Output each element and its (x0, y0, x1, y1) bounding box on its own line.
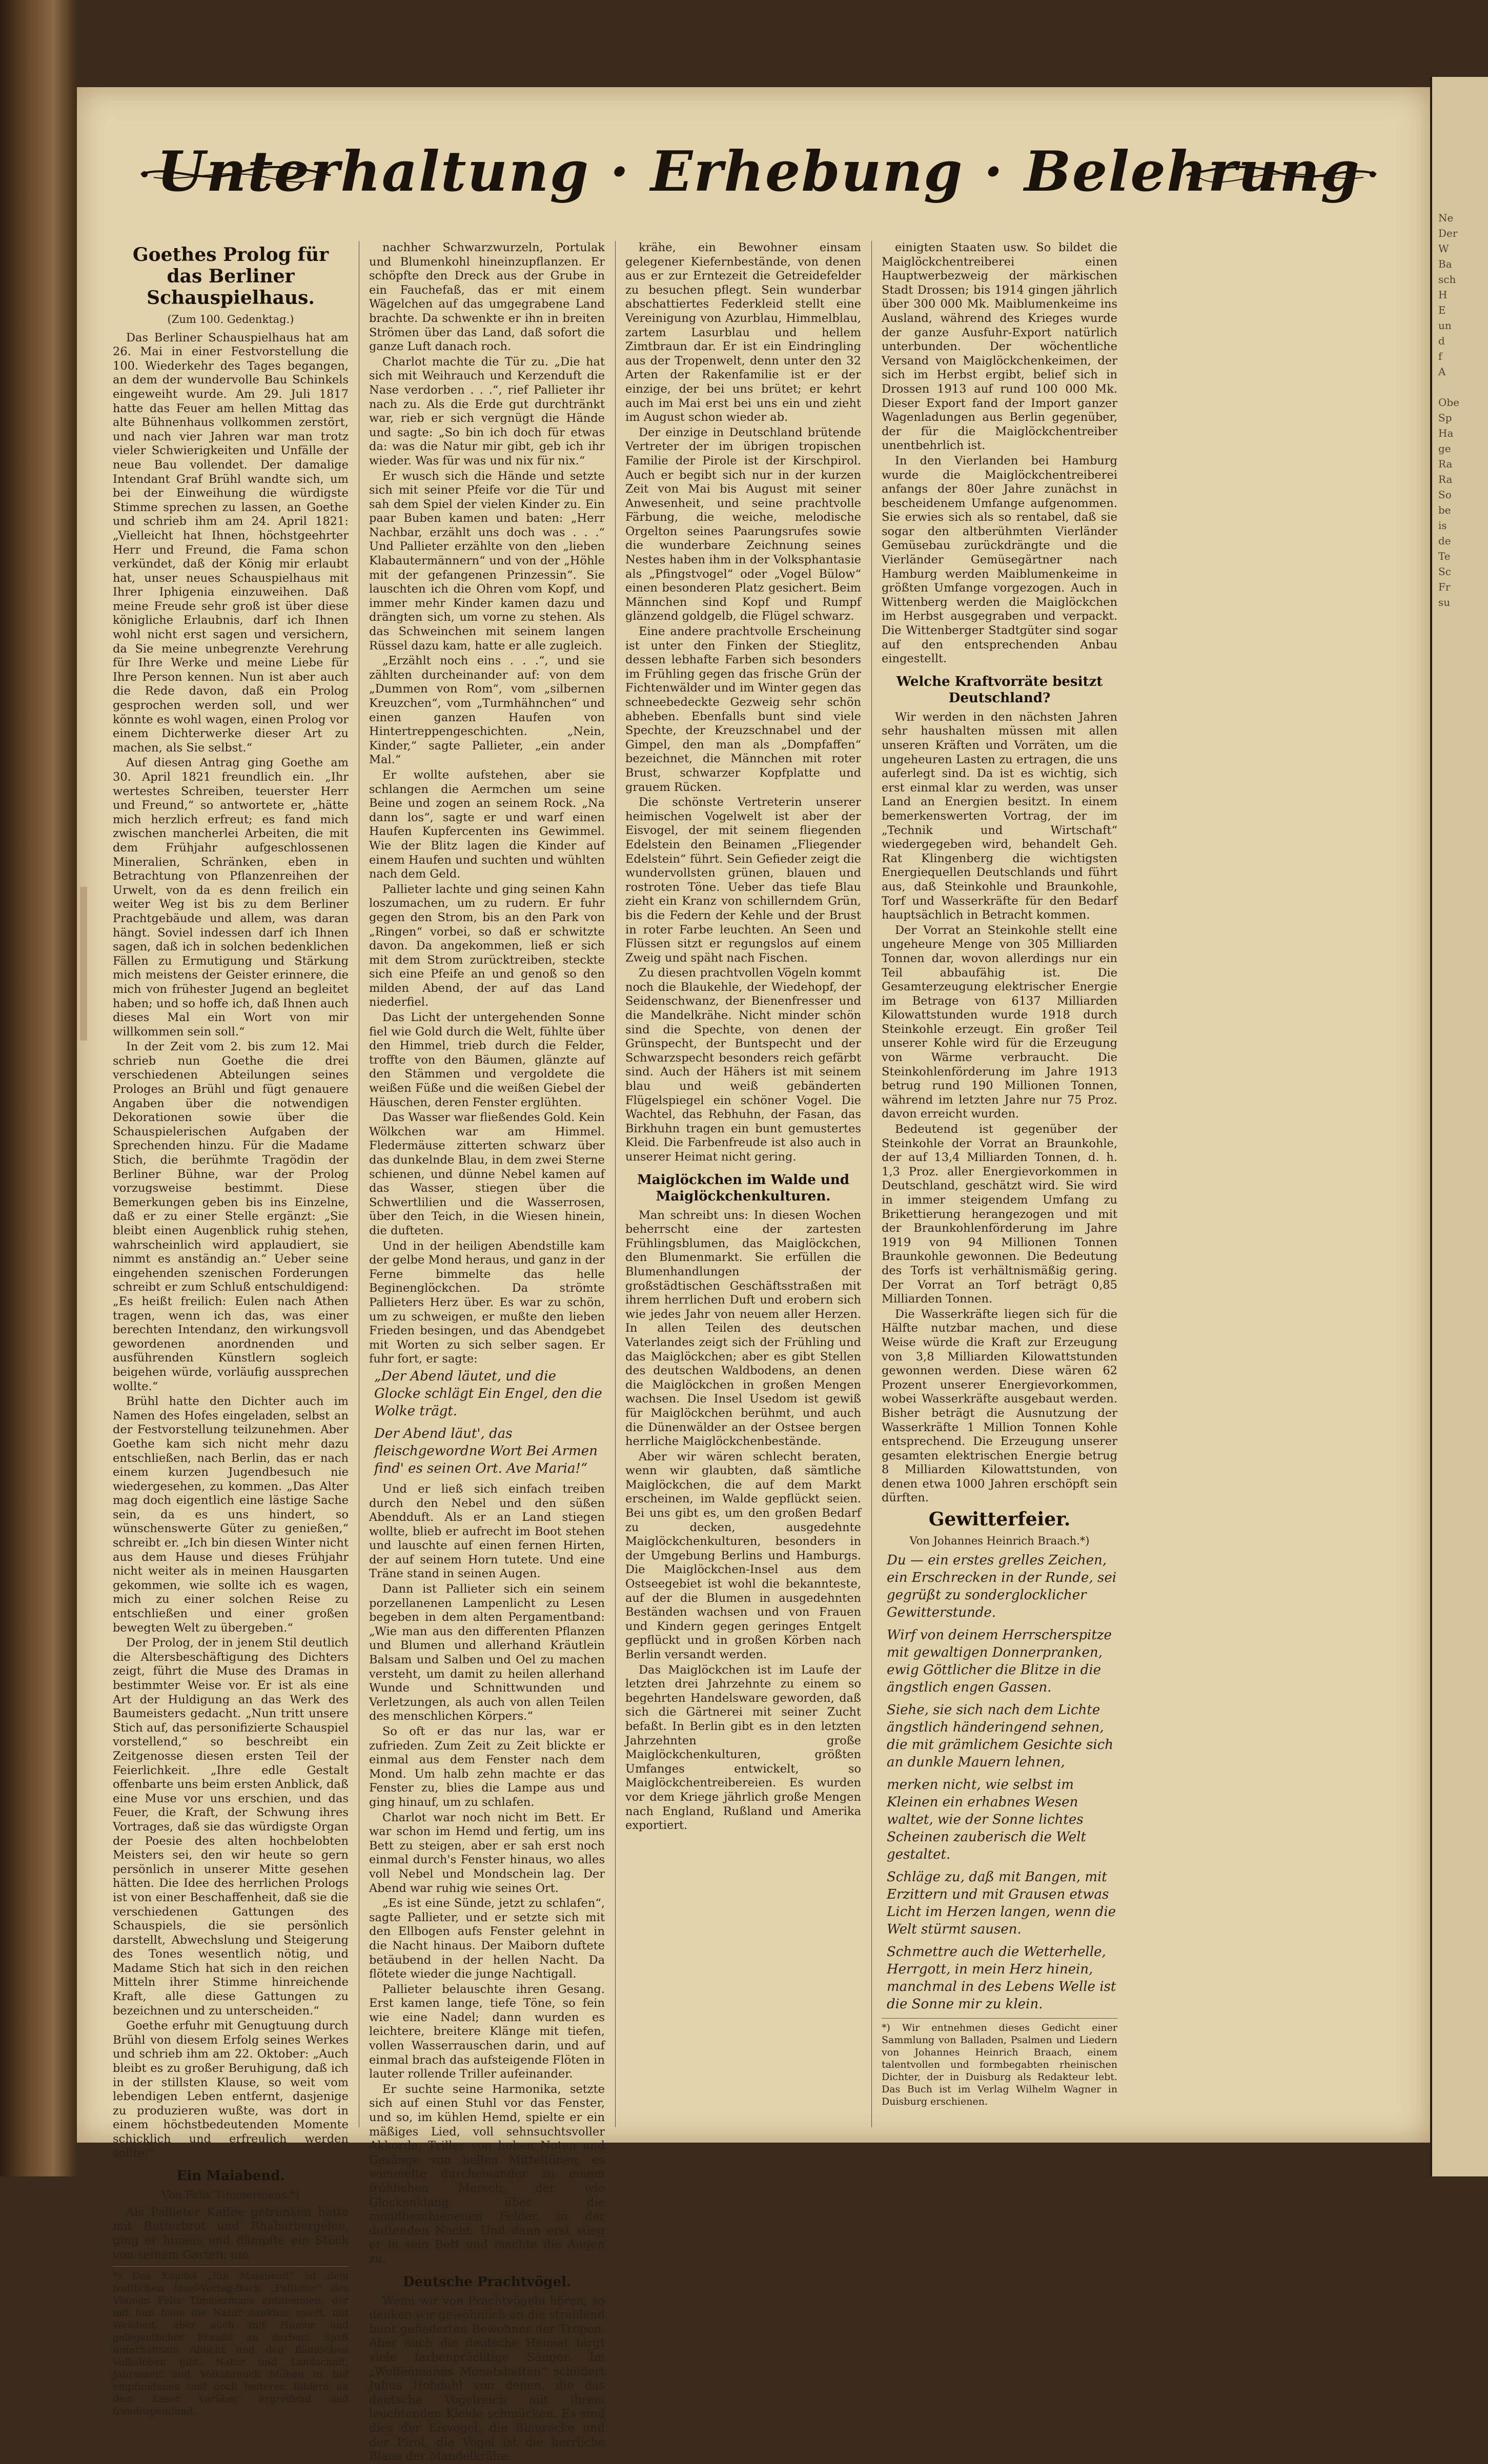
paragraph: Die Wasserkräfte liegen sich für die Hälfte nutzbar machen, und diese Weise würde die Kraft zur Erzeugung von 3,8 Milliarden Kilowattstunden gewonnen werden. Diese wären 62 Prozent unserer Energievorkommen, wobei Wasserkräfte ausgebaut werden. Bisher beträgt die Ausnutzung der Wasserkräfte 1 Million Tonnen Kohle entsprechend. Die Erzeugung unserer gesamten elektrischen Energie betrug 8 Milliarden Kilowattstunden, von denen etwa 1000 Jahren erschöpft sein dürften. (882, 1307, 1117, 1505)
paragraph: Das Berliner Schauspielhaus hat am 26. Mai in einer Festvorstellung die 100. Wiederkehr des Tages begangen, an dem der wundervolle Bau Schinkels eingeweiht wurde. Am 29. Juli 1817 hatte das Feuer am hellen Mittag das alte Bühnenhaus vollkommen zerstört, und nach vier Jahren war man trotz vieler Schwierigkeiten und Unfälle der neue Bau vollendet. Der damalige Intendant Graf Brühl wandte sich, um bei der Einweihung die würdigste Stimme sprechen zu lassen, an Goethe und schrieb ihm am 24. April 1821: „Vielleicht hat Ihnen, höchstgeehrter Herr und Freund, die Fama schon verkündet, daß der König mir erlaubt hat, unser neues Schauspielhaus mit Ihrer Iphigenia einzuweihen. Daß meine Freude sehr groß ist über diese königliche Erlaubnis, darf ich Ihnen wohl nicht erst sagen und versichern, da Sie meine unbegrenzte Verehrung für Ihre Werke und meine Liebe für Ihre Person kennen. Nun ist aber auch die Rede davon, daß ein Prolog gesprochen werden soll, und wer könnte es wohl wagen, einen Prolog vor einem Dichterwerke dieser Art zu machen, als Sie selbst.“ (113, 331, 349, 755)
paragraph: Dann ist Pallieter sich ein seinem porzellanenen Lampenlicht zu Lesen begeben in dem alten Pergamentband: „Wie man aus den differenten Pflanzen und Blumen und allerhand Kräutlein Balsam und Salben und Oel zu machen versteht, um damit zu heilen allerhand Wunde und Schnittwunden und Verletzungen, als auch von allen Teilen des menschlichen Körpers.“ (369, 1582, 605, 1723)
paragraph: „Erzählt noch eins . . .“, und sie zählten durcheinander auf: von dem „Dummen von Rom“, vom „silbernen Kreuzchen“, vom „Turmhähnchen“ und einen ganzen Haufen von Hintertreppengeschichten. „Nein, Kinder,“ sagte Pallieter, „ein ander Mal.“ (369, 654, 605, 767)
paragraph: Der Vorrat an Steinkohle stellt eine ungeheure Menge von 305 Milliarden Tonnen dar, wovon allerdings nur ein Teil abbaufähig ist. Die Gesamterzeugung elektrischer Energie im Betrage von 6137 Milliarden Kilowattstunden wurde 1918 durch Steinkohle erzeugt. Ein großer Teil unserer Kohle wird für die Erzeugung von Wärme verbraucht. Die Steinkohlenförderung im Jahre 1913 betrug rund 190 Millionen Tonnen, während im letzten Jahre nur 75 Proz. davon erreicht wurden. (882, 923, 1117, 1121)
paragraph: Auf diesen Antrag ging Goethe am 30. April 1821 freundlich ein. „Ihr wertestes Schreiben, teuerster Herr und Freund,“ so antwortete er, „hätte mich herzlich erfreut; es fand mich zwischen mancherlei Arbeiten, die mit dem Frühjahr aufgeschlossenen Mineralien, Schränken, eben in Betrachtung von Pflanzenreihen der Urwelt, von da es denn freilich ein weiter Weg ist bis zu dem Berliner Prachtgebäude und allem, was daran hängt. Soviel indessen darf ich Ihnen sagen, daß ich in solchen bedenklichen Fällen zu Ermutigung und Stärkung mich meistens der Geister erinnere, die mich von frühester Jugend an begleitet haben; und so hoffe ich, daß Ihnen auch dieses Mal ein Wort von mir willkommen sein soll.“ (113, 756, 349, 1038)
article-heading-goethe: Goethes Prolog für das Berliner Schauspielhaus. (132, 244, 329, 309)
column-divider (871, 241, 872, 2127)
verse: Schläge zu, daß mit Bangen, mit Erzittern und mit Grausen etwas Licht im Herzen langen, wenn die Welt stürmt sausen. (887, 1869, 1116, 1937)
paragraph: Das Maiglöckchen ist im Laufe der letzten drei Jahrzehnte zu einem so begehrten Handelsware geworden, daß sich die Gärtnerei mit seiner Zucht befaßt. In Berlin gibt es in den letzten Jahrzehnten große Maiglöckchenkulturen, größten Umfanges entwickelt, so Maiglöckchentreibereien. Es wurden vor dem Kriege jährlich große Mengen nach England, Rußland und Amerika exportiert. (625, 1663, 861, 1832)
column-1 (113, 241, 349, 2417)
article-heading-prachtvoegel: Deutsche Prachtvögel. (403, 2274, 571, 2290)
paragraph: Er suchte seine Harmonika, setzte sich auf einen Stuhl vor das Fenster, und so, im kühlen Hemd, spielte er ein mäßiges Lied, voll sehnsuchtsvoller Akkorde, Triller von hohen Noten und Gesänge von hellen Mitteltönen, es wimmelte durcheinander zu einem fröhlichen Marsch, der wie Glockenklang über die mondbeschienenen Felder, in der duftenden Nacht. Und dann erst stieg er in sein Bett und machte die Augen zu. (369, 2082, 605, 2266)
paragraph: Der einzige in Deutschland brütende Vertreter der im übrigen tropischen Familie der Pirole ist der Kirschpirol. Auch er begibt sich nur in der kurzen Zeit von Mai bis August mit seiner Anwesenheit, und seine prachtvolle Färbung, die weiche, melodische Orgelton seines Paarungsrufes sowie die wunderbare Zeichnung seines Nestes haben ihm in der Volksphantasie als „Pfingstvogel“ oder „Vogel Bülow“ einen besonderen Platz gesichert. Beim Männchen sind Kopf und Rumpf glänzend goldgelb, die Flügel schwarz. (625, 425, 861, 623)
paragraph: Die schönste Vertreterin unserer heimischen Vogelwelt ist aber der Eisvogel, der mit seinem fliegenden Edelstein den Beinamen „Fliegender Edelstein“ führt. Sein Gefieder zeigt die wundervollsten grünen, blauen und rostroten Töne. Ueber das tiefe Blau zieht ein Kranz von schillerndem Grün, bis die Federn der Kehle und der Brust in roter Farbe leuchten. An Seen und Flüssen sitzt er regungslos auf einem Zweig und späht nach Fischen. (625, 796, 861, 965)
adjacent-page-text: Ne Der W Ba sch H E un d f A Obe Sp Ha ge Ra Ra So be is de Te Sc Fr su (1438, 212, 1460, 608)
verse: „Der Abend läutet, und die Glocke schlägt Ein Engel, den die Wolke trägt. (374, 1368, 602, 1419)
paragraph: Wir werden in den nächsten Jahren sehr haushalten müssen mit allen unseren Kräften und Vorräten, um die ungeheuren Lasten zu ertragen, die uns auferlegt sind. Da ist es wichtig, sich erst einmal klar zu werden, was unser Land an Energien besitzt. In einem bemerkenswerten Vortrag, der im „Technik und Wirtschaft“ wiedergegeben wird, behandelt Geh. Rat Klingenberg die wichtigsten Energiequellen Deutschlands und führt aus, daß Steinkohle und Braunkohle, Torf und Wasserkräfte für den Bedarf hauptsächlich in Betracht kommen. (882, 710, 1117, 922)
article-heading-maiabend: Ein Maiabend. (176, 2168, 285, 2184)
paragraph: So oft er das nur las, war er zufrieden. Zum Zeit zu Zeit blickte er einmal aus dem Fenster nach dem Mond. Um halb zehn machte er das Fenster zu, blies die Lampe aus und ging hinauf, um zu schlafen. (369, 1725, 605, 1809)
paragraph: einigten Staaten usw. So bildet die Maiglöckchentreiberei einen Hauptwerbezweig der märkischen Stadt Drossen; bis 1914 gingen jährlich über 300 000 Mk. Maiblumenkeime ins Ausland, während des Krieges wurde der ganze Ausfuhr-Export natürlich unterbunden. Der wöchentliche Versand von Maiglöckchenkeimen, der sich im Herbst ergibt, belief sich in Drossen 1913 auf rund 100 000 Mk. Dieser Export fand der Import ganzer Wagenladungen aus Berlin gegenüber, der für die Maiglöckchentreiber unentbehrlich ist. (882, 241, 1117, 453)
paragraph: Pallieter belauschte ihren Gesang. Erst kamen lange, tiefe Töne, so fein wie eine Nadel; dann wurden es leichtere, breitere Klänge mit tiefen, vollen Wasserrauschen darin, und auf einmal brach das aufsteigende Flöten in lauter rollende Triller aufeinander. (369, 1982, 605, 2081)
verse: Wirf von deinem Herrscherspitze mit gewaltigen Donnerpranken, ewig Göttlicher die Blitze in die ängstlich engen Gassen. (887, 1627, 1112, 1695)
right-flourish-ornament (1184, 164, 1379, 185)
article-heading-kraftvorraete: Welche Kraftvorräte besitzt Deutschland? (896, 674, 1103, 706)
left-flourish-ornament (138, 164, 333, 185)
paragraph: Aber wir wären schlecht beraten, wenn wir glaubten, daß sämtliche Maiglöckchen, die auf dem Markt erscheinen, im Walde gepflückt seien. Bei uns gibt es, um den großen Bedarf zu decken, ausgedehnte Maiglöckchenkulturen, besonders in der Umgebung Berlins und Hamburgs. Die Maiglöckchen-Insel aus dem Ostseegebiet ist wohl die bekannteste, auf der die Blumen in ausgedehnten Beständen wachsen und von Frauen und Kindern gegen geringes Entgelt gepflückt und in großen Körben nach Berlin versandt werden. (625, 1450, 861, 1661)
paragraph: Das Wasser war fließendes Gold. Kein Wölkchen war am Himmel. Fledermäuse zitterten schwarz über das dunkelnde Blau, in dem zwei Sterne schienen, und dünne Nebel kamen auf das Wasser, stiegen über die Schwertlilien und die Wasserrosen, über den Teich, in die Wiesen hinein, die dufteten. (369, 1111, 605, 1237)
paragraph: Der Prolog, der in jenem Stil deutlich die Altersbeschäftigung des Dichters zeigt, führt die Muse des Dramas in bestimmter Weise vor. Er ist als eine Art der Huldigung an das Werk des Baumeisters gedacht. „Nun tritt unsere Stich auf, das personifizierte Schauspiel vorstellend,“ so beschreibt ein Zeitgenosse diesen ersten Teil der Feierlichkeit. „Ihre edle Gestalt offenbarte uns beim ersten Anblick, daß eine Muse vor uns erschien, und das Feuer, die Kraft, der Schwung ihres Vortrages, daß sie das würdigste Organ der Poesie des alten hochbelobten Meisters sei, den wir heute so gern persönlich in unserer Mitte gesehen hätten. Die Idee des herrlichen Prologs ist von einer Beschaffenheit, daß sie die verschiedenen Gattungen des Schauspiels, die sie persönlich darstellt, Abwechslung und Steigerung des Tones wesentlich nötig, und Madame Stich hat sich in den reichen Mitteln ihrer Stimme hinreichende Kraft, alle diese Gattungen zu bezeichnen und zu unterscheiden.“ (113, 1636, 349, 2018)
paragraph: Das Licht der untergehenden Sonne fiel wie Gold durch die Welt, fühlte über den Himmel, trieb durch die Felder, troffte von den Bäumen, glänzte auf den Stämmen und vergoldete die weißen Füße und die weißen Giebel der Häuschen, deren Fenster erglühten. (369, 1011, 605, 1109)
paragraph: Er wollte aufstehen, aber sie schlangen die Aermchen um seine Beine und zogen an seinem Rock. „Na dann los“, sagte er und warf einen Haufen Kupfercenten ins Gewimmel. Wie der Blitz lagen die Kinder auf einem Haufen und suchten und wühlten nach dem Geld. (369, 768, 605, 881)
verse: merken nicht, wie selbst im Kleinen ein erhabnes Wesen waltet, wie der Sonne lichtes Scheinen zauberisch die Welt gestaltet. (887, 1777, 1086, 1862)
column-divider (615, 241, 616, 2127)
column-4 (882, 241, 1117, 2127)
binding-tape (80, 887, 87, 1041)
paragraph: Bedeutend ist gegenüber der Steinkohle der Vorrat an Braunkohle, der auf 13,4 Milliarden Tonnen, d. h. 1,3 Proz. aller Energievorkommen in Deutschland, geschätzt wird. Sie wird in immer steigendem Umfang zu Brikettierung herangezogen und mit der Braunkohlenförderung im Jahre 1919 von 94 Millionen Tonnen Braunkohle gewonnen. Die Bedeutung des Torfs ist verhältnismäßig gering. Der Vorrat an Torf beträgt 0,85 Milliarden Tonnen. (882, 1123, 1117, 1306)
article-author: Von Felix Timmermans.*) (161, 2189, 300, 2202)
poem-heading-gewitterfeier: Gewitterfeier. (928, 1509, 1071, 1531)
paragraph: Eine andere prachtvolle Erscheinung ist unter den Finken der Stieglitz, dessen lebhafte Farben sich besonders im Frühling gegen das frische Grün der Fichtenwälder und im Winter gegen das schneebedeckte Gezweig sehr schön abheben. Ebenfalls bunt sind viele Spechte, der Kreuzschnabel und der Gimpel, den man als „Dompfaffen“ bezeichnet, die Männchen mit roter Brust, schwarzer Kopfplatte und grauem Rücken. (625, 625, 861, 794)
paragraph: Er wusch sich die Hände und setzte sich mit seiner Pfeife vor die Tür und sah dem Spiel der vielen Kinder zu. Ein paar Buben kamen und baten: „Herr Nachbar, erzählt uns doch was . . .“ Und Pallieter erzählte von den „lieben Klabautermännern“ und von der „Höhle mit der gefangenen Prinzessin“. Sie lauschten ich die Ohren vom Kopf, und immer mehr Kinder kamen dazu und drängten sich, um vorne zu stehen. Als das Schweinchen mit seinem langen Rüssel dazu kam, hatte er alle zugleich. (369, 469, 605, 653)
verse: Schmettre auch die Wetterhelle, Herrgott, in mein Herz hinein, manchmal in des Lebens Welle ist die Sonne mir zu klein. (887, 1944, 1116, 2012)
newspaper-page (77, 87, 1430, 2463)
paragraph: Zu diesen prachtvollen Vögeln kommt noch die Blaukehle, der Wiedehopf, der Seidenschwanz, der Bienenfresser und die Mandelkrähe. Nicht minder schön sind die Spechte, von denen der Grünspecht, der Buntspecht und der Schwarzspecht besonders reich gefärbt sind. Auch der Hähers ist mit seinem blau und weiß gebänderten Flügelspiegel ein schöner Vogel. Die Wachtel, das Rebhuhn, der Fasan, das Birkhuhn tragen ein bunt gemustertes Kleid. Die Farbenfreude ist also auch in unserer Heimat nicht gering. (625, 966, 861, 1164)
masthead (138, 133, 1379, 210)
paragraph: Und er ließ sich einfach treiben durch den Nebel und den süßen Abendduft. Als er an Land stiegen wollte, blieb er aufrecht im Boot stehen und lauschte auf einen fernen Hirten, der auf seinem Horn tutete. Und eine Träne stand in seinen Augen. (369, 1482, 605, 1581)
paragraph: „Es ist eine Sünde, jetzt zu schlafen“, sagte Pallieter, und er setzte sich mit den Ellbogen aufs Fenster gelehnt in die Nacht hinaus. Der Maiborn duftete betäubend in der hellen Nacht. Da flötete wieder die junge Nachtigall. (369, 1897, 605, 1981)
verse: Der Abend läut', das fleischgewordne Wort Bei Armen find' es seinen Ort. Ave Maria!“ (374, 1426, 598, 1476)
column-2 (369, 241, 605, 2463)
paragraph: krähe, ein Bewohner einsam gelegener Kiefernbestände, von denen aus er zur Erntezeit die Getreidefelder zu besuchen pflegt. Sein wunderbar abschattiertes Federkleid stellt eine Vereinigung von Azurblau, Himmelblau, zartem Lasurblau und hellem Zimtbraun dar. Er ist ein Eindringling aus der Tropenwelt, denn unter den 32 Arten der Rakenfamilie ist er der einzige, der bei uns brütet; er kehrt auch im Mai erst bei uns ein und zieht im August schon wieder ab. (625, 241, 861, 424)
column-3 (625, 241, 861, 2127)
footnote: *) Das Kapitel „Ein Maiabend“ ist dem trefflichen Insel-Verlag-Buch „Pallieter“ des Vlamen Felix Timmermans entnommen, der mit fein feine die Natur dankbar spielt, mit Weisheit, aber auch mit Humor und gelegentlicher Freude an derbem Spaß unterhaltsam Ablicht und den flämischen Volksleben gibt. Natur und Landschaft, Jahreszeit und Volksbrauch blühen in tief empfundenen und doch heiteren Bildern an dem Leser vorüber, ergreifend und freudespendend. (113, 2266, 349, 2417)
paragraph: Pallieter lachte und ging seinen Kahn loszumachen, um zu rudern. Er fuhr gegen den Strom, bis an den Park von „Ringen“ vorbei, so daß er schwitzte davon. Da angekommen, ließ er sich mit dem Strom zurücktreiben, steckte sich eine Pfeife an und genoß so den milden Abend, der auf das Land niederfiel. (369, 882, 605, 1009)
adjacent-page-edge (1430, 77, 1488, 2176)
book-binding (0, 0, 77, 2176)
poem-author: Von Johannes Heinrich Braach.*) (909, 1535, 1090, 1547)
paragraph: nachher Schwarzwurzeln, Portulak und Blumenkohl hineinzupflanzen. Er schöpfte den Dreck aus der Grube in ein Fauchefaß, das er mit einem Wägelchen auf das umgegrabene Land brachte. Da schwenkte er ihn in breiten Strömen über das Land, daß sofort die ganze Luft danach roch. (369, 241, 605, 354)
paragraph: Charlot war noch nicht im Bett. Er war schon im Hemd und fertig, um ins Bett zu steigen, aber er sah erst noch einmal durch's Fenster hinaus, wo alles voll Nebel und Mondschein lag. Der Abend war ruhig wie seines Ort. (369, 1810, 605, 1895)
verse: Du — ein erstes grelles Zeichen, ein Erschrecken in der Runde, sei gegrüßt zu sonderglocklicher Gewitterstunde. (887, 1552, 1117, 1620)
article-heading-maigloeckchen: Maiglöckchen im Walde und Maiglöckchenkulturen. (637, 1172, 849, 1204)
paragraph: Brühl hatte den Dichter auch im Namen des Hofes eingeladen, selbst an der Festvorstellung teilzunehmen. Aber Goethe kam sich nicht mehr dazu entschließen, nach Berlin, das er nach einem kurzen Jugendbesuch nie wiedergesehen, zu kommen. „Das Alter mag doch eigentlich eine lästige Sache sein, da es uns hindert, so wünschenswerte Güter zu genießen,“ schreibt er. „Ich bin diesen Winter nicht aus dem Hause und dieses Frühjahr nicht weiter als in meinen Hausgarten gekommen, wie sollte ich es wagen, mich zu einer solchen Reise zu entschließen und einer großen bewegten Welt zu übergeben.“ (113, 1395, 349, 1635)
paragraph: In den Vierlanden bei Hamburg wurde die Maiglöckchentreiberei anfangs der 80er Jahre zunächst in bescheidenem Umfange aufgenommen. Sie erwies sich als so rentabel, daß sie sogar den altberühmten Vierländer Gemüsebau zurückdrängte und die Vierländer Gemüsegärtner nach Hamburg werden Maiblumenkeime in größten Umfange vorgezogen. Auch in Wittenberg werden die Maiglöckchen im Herbst ausgegraben und verpackt. Die Wittenberger Stadtgüter sind sogar auf den entsprechenden Anbau eingestellt. (882, 454, 1117, 666)
paragraph: Goethe erfuhr mit Genugtuung durch Brühl von diesem Erfolg seines Werkes und schrieb ihm am 22. Oktober: „Auch bleibt es zu großer Beruhigung, daß ich in der stillsten Klause, so weit vom lebendigen Leben entfernt, dasjenige zu produzieren wußte, was dort in einem höchstbedeutenden Momente schicklich und erfreulich werden sollte.“ (113, 2019, 349, 2160)
paragraph: In der Zeit vom 2. bis zum 12. Mai schrieb nun Goethe die drei verschiedenen Abteilungen seines Prologes an Brühl und fügt genauere Angaben über die notwendigen Dekorationen sowie über die Schauspielerischen Aufgaben der Sprechenden hinzu. Für die Madame Stich, die berühmte Tragödin der Berliner Bühne, war der Prolog vorzugsweise bestimmt. Diese Bemerkungen geben bis ins Einzelne, daß er zu einer Stelle ergänzt: „Sie bleibt einen Augenblick ruhig stehen, wahrscheinlich wird applaudiert, sie nimmt es anständig an.“ Ueber seine eingehenden szenischen Forderungen schreibt er zum Schluß entschuldigend: „Es heißt freilich: Eulen nach Athen tragen, wenn ich das, was einer berechten Intendanz, den wirkungsvoll gewordenen anordnenden und ausführenden Künstlern sogleich beigehen würde, vorläufig aussprechen wollte.“ (113, 1040, 349, 1393)
paragraph: Wenn wir von Prachtvögeln hören, so denken wir gewöhnlich an die strahlend bunt gefiederten Bewohner der Tropen. Aber auch die deutsche Heimat birgt viele farbenprächtige Sänger. Im „Wolfenmanns Monatsheften“ schildert Julius Hohdahl von denen, die das deutsche Vogelreich mit ihrem leuchtenden Kleide schmücken. Es sind dies der Eisvogel, die Blauracke und der Pirol, die Vögel ist die herrliche Blaue der Mandelkrähe. (369, 2294, 605, 2463)
paragraph: Als Pallieter Kaffee getrunken hatte mit Butterbrot und Rhabarbergelee, ging er hinaus und dämpfte ein Stück von seinem Garten, um (113, 2205, 349, 2262)
footnote: *) Wir entnehmen dieses Gedicht einer Sammlung von Balladen, Psalmen und Liedern von Johannes Heinrich Braach, einem talentvollen und formbegabten rheinischen Dichter, der in Duisburg als Redakteur lebt. Das Buch ist im Verlag Wilhelm Wagner in Duisburg erschienen. (882, 2018, 1117, 2108)
paragraph: Und in der heiligen Abendstille kam der gelbe Mond heraus, und ganz in der Ferne bimmelte das helle Beginenglöckchen. Da strömte Pallieters Herz über. Es war zu schön, um zu schweigen, er mußte den lieben Frieden besingen, und das Abendgebet mit Worten zu sich selber sagen. Er fuhr fort, er sagte: (369, 1239, 605, 1366)
paragraph: Man schreibt uns: In diesen Wochen beherrscht eine der zartesten Frühlingsblumen, das Maiglöckchen, den Blumenmarkt. Sie erfüllen die Blumenhandlungen der großstädtischen Geschäftsstraßen mit ihrem herrlichen Duft und erobern sich wie jedes Jahr von neuem aller Herzen. In allen Teilen des deutschen Vaterlandes zeigt sich der Frühling und das Maiglöckchen; aber es gibt Stellen des deutschen Waldbodens, an denen die Maiglöckchen in großen Mengen wachsen. Die Insel Usedom ist gewiß für Maiglöckchen berühmt, und auch die Dünenwälder an der Ostsee bergen herrliche Maiglöckchenbestände. (625, 1208, 861, 1449)
article-subheading: (Zum 100. Gedenktag.) (167, 313, 294, 325)
verse: Siehe, sie sich nach dem Lichte ängstlich händeringend sehnen, die mit grämlichem Gesichte sich an dunkle Mauern lehnen, (887, 1702, 1113, 1770)
paragraph: Charlot machte die Tür zu. „Die hat sich mit Weihrauch und Kerzenduft die Nase verdorben . . .“, rief Pallieter ihr nach zu. Als die Erde gut durchtränkt war, rieb er sich vergnügt die Hände und sagte: „So bin ich doch für etwas da: was die Natur mir gibt, geb ich ihr wieder. Was für was und nix für nix.“ (369, 355, 605, 467)
masthead-title: Unterhaltung · Erhebung · Belehrung (156, 139, 1361, 204)
